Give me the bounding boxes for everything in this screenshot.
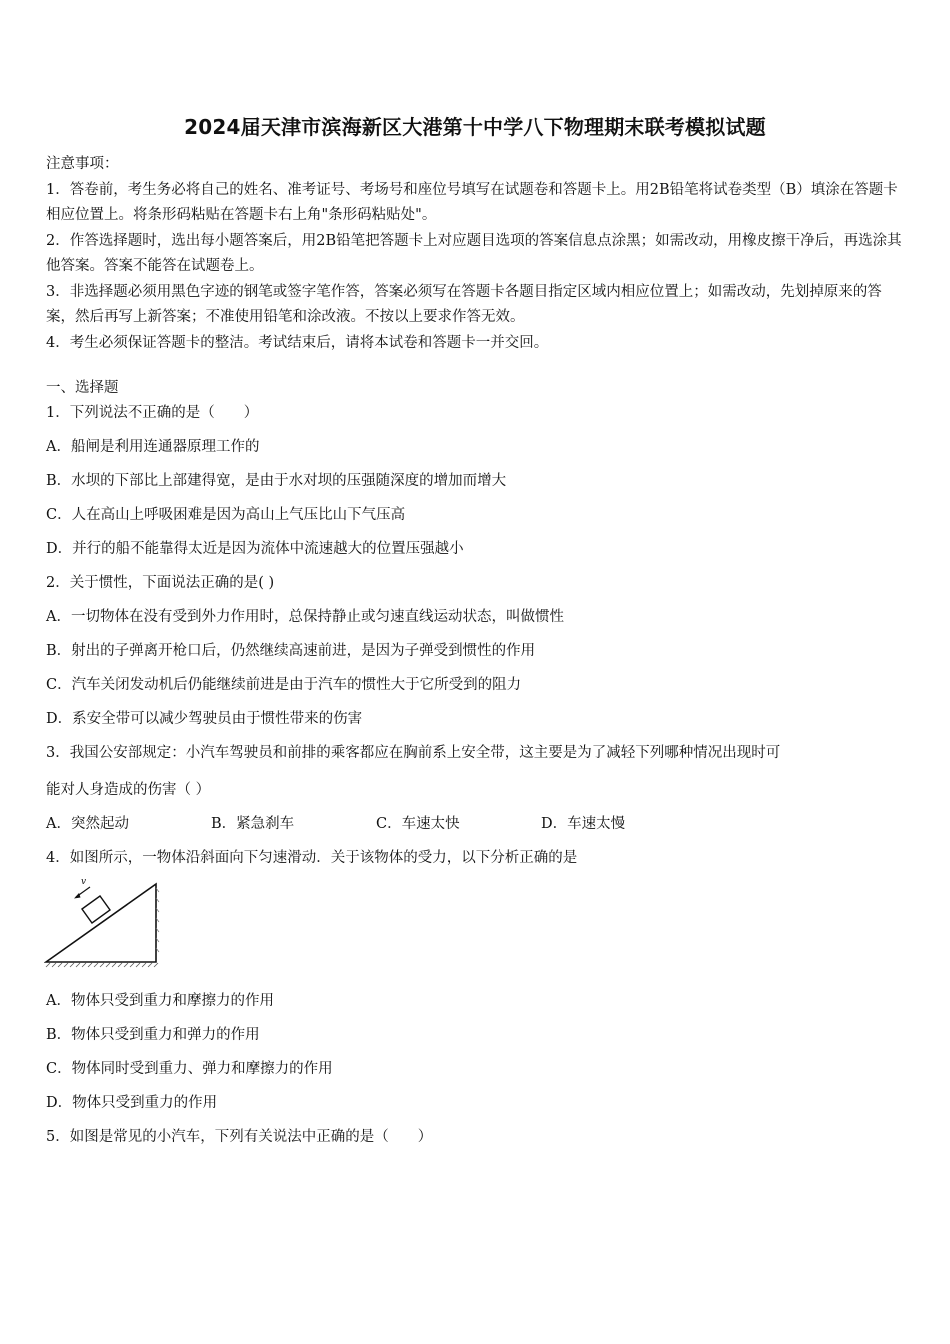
- question-3-option-b: B．紧急刹车: [211, 816, 295, 832]
- notice-heading: 注意事项：: [46, 156, 119, 172]
- notice-item: 2．作答选择题时，选出每小题答案后，用2B铅笔把答题卡上对应题目选项的答案信息点涂黑；如需改动，用橡皮擦干净后，再选涂其他答案。答案不能答在试题卷上。: [46, 232, 902, 274]
- question-2-option-b: B．射出的子弹离开枪口后，仍然继续高速前进，是因为子弹受到惯性的作用: [46, 643, 536, 659]
- incline-triangle: [46, 884, 156, 962]
- notice-item: 1．答卷前，考生务必将自己的姓名、准考证号、考场号和座位号填写在试题卷和答题卡上。用2B铅笔将试卷类型（B）填涂在答题卡相应位置上。将条形码粘贴在答题卡右上角"条形码粘贴处"。: [46, 181, 898, 223]
- question-3-options: [46, 812, 625, 833]
- question-3-stem: 3．我国公安部规定：小汽车驾驶员和前排的乘客都应在胸前系上安全带，这主要是为了减轻下列哪种情况出现时可: [46, 745, 781, 761]
- question-1-option-b: B．水坝的下部比上部建得宽，是由于水对坝的压强随深度的增加而增大: [46, 473, 507, 489]
- notice-block: [46, 152, 908, 356]
- question-3-option-a: A．突然起动: [46, 816, 129, 832]
- question-4-stem: 4．如图所示，一物体沿斜面向下匀速滑动．关于该物体的受力，以下分析正确的是: [46, 850, 578, 866]
- section-heading: 一、选择题: [46, 380, 119, 396]
- page-title: 2024届天津市滨海新区大港第十中学八下物理期末联考模拟试题: [184, 115, 766, 139]
- question-2-option-a: A．一切物体在没有受到外力作用时，总保持静止或匀速直线运动状态，叫做惯性: [46, 609, 564, 625]
- question-4-option-b: B．物体只受到重力和弹力的作用: [46, 1027, 260, 1043]
- question-2-option-d: D．系安全带可以减少驾驶员由于惯性带来的伤害: [46, 711, 363, 727]
- question-2-stem: 2．关于惯性，下面说法正确的是( ): [46, 575, 275, 591]
- notice-item: 4．考生必须保证答题卡的整洁。考试结束后，请将本试卷和答题卡一并交回。: [46, 334, 549, 351]
- question-4-option-a: A．物体只受到重力和摩擦力的作用: [46, 993, 274, 1009]
- question-2-option-c: C．汽车关闭发动机后仍能继续前进是由于汽车的惯性大于它所受到的阻力: [46, 677, 522, 693]
- ground-hatching: [46, 963, 158, 967]
- question-3-stem-cont: 能对人身造成的伤害（ ）: [46, 782, 211, 798]
- question-1-stem: 1．下列说法不正确的是（ ）: [46, 405, 259, 421]
- notice-item: 3．非选择题必须用黑色字迹的钢笔或签字笔作答，答案必须写在答题卡各题目指定区域内相应位置上；如需改动，先划掉原来的答案，然后再写上新答案；不准使用铅笔和涂改液。不按以上要求作答无效。: [46, 283, 882, 325]
- question-1-option-a: A．船闸是利用连通器原理工作的: [46, 439, 260, 455]
- question-4-option-d: D．物体只受到重力的作用: [46, 1095, 218, 1111]
- velocity-arrow: [74, 887, 90, 899]
- question-3-option-c: C．车速太快: [376, 816, 460, 832]
- question-5-stem: 5．如图是常见的小汽车，下列有关说法中正确的是（ ）: [46, 1129, 433, 1145]
- question-1-option-d: D．并行的船不能靠得太近是因为流体中流速越大的位置压强越小: [46, 541, 464, 557]
- question-4-option-c: C．物体同时受到重力、弹力和摩擦力的作用: [46, 1061, 333, 1077]
- velocity-label: v: [81, 877, 87, 887]
- incline-figure: [44, 874, 160, 970]
- question-3-option-d: D．车速太慢: [541, 816, 626, 832]
- question-1-option-c: C．人在高山上呼吸困难是因为高山上气压比山下气压高: [46, 507, 406, 523]
